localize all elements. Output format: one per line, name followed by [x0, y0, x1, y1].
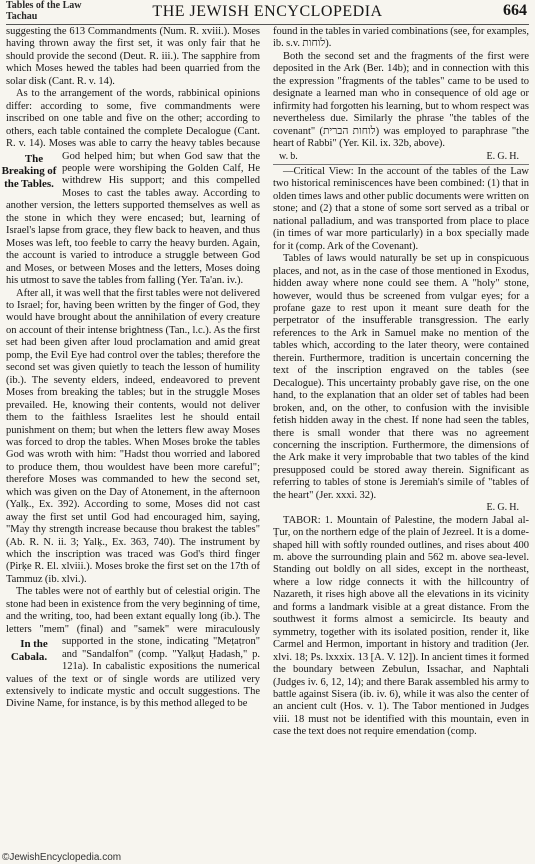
signature-line	[273, 502, 529, 514]
author-initials: E. G. H.	[486, 150, 519, 162]
publication-title: THE JEWISH ENCYCLOPEDIA	[152, 3, 383, 20]
page-number: 664	[503, 2, 527, 19]
paragraph-tabor: TABOR: 1. Mountain of Palestine, the modern Jabal al-Ṭur, on the northern edge of the plain of Jezreel. It is a dome-shaped hill with softly rounded outlines, and rises about 400 m. above the surrounding plain and 562 m. above sea-level. Standing out boldly on all sides, except in the northeast, where a low ridge connects it with the hillcountry of Nazareth, it rises high above all the elevations in its vicinity and forms a landmark visible at a great distance. From the southwest it forms almost a semicircle. Its beauty and symmetry, together with its isolated position, render it, like Carmel and Hermon, important in history and tradition (Jer. xlvi. 18; Ps. lxxxix. 13 [A. V. 12]). In ancient times it formed the boundary between Zebulun, Issachar, and Naphtali (Judges iv. 6, 12, 14); and there Barak assembled his army to battle against Sisera (ib. iv. 6), while it was also the center of an ancient cult (Hos. v. 1). The Tabor mentioned in Judges viii. 18 must not be identified with this mountain, even in case the text does not require emendation (comp.	[273, 514, 529, 738]
paragraph: Tables of laws would naturally be set up in conspicuous places, and not, as in the case of those mentioned in Exodus, hidden away where none could see them. A "holy" stone, however, would thus be screened from vulgar eyes; for a profane gaze to rest upon it meant sure death for the perpetrator of the insufferable transgression. The early references to the Ark in Samuel make no mention of the tables which, according to the later theory, were contained therein. Furthermore, tradition is uncertain concerning the text of the inscription engraved on the tables (see Decalogue). This uncertainty probably gave rise, on the one hand, to the explanation that an older set of tables had been broken, and, on the other, to confusion with the invisible fetish hidden away in the chest. If none had seen the tables, there is small wonder that there was no agreement concerning the inscription. Furthermore, the dimensions of the Ark make it very improbable that two tables of the kind presupposed could be stored away therein. Significant as referring to tables of stone is Jeremiah's simile of "tables of the heart" (Jer. xxxi. 32).	[273, 253, 529, 501]
page-header	[0, 0, 535, 26]
running-head-title: Tables of the Law	[6, 0, 82, 11]
section-divider	[273, 164, 529, 165]
paragraph-critical-view: —Critical View: In the account of the tables of the Law two historical reminiscences have been combined: (1) that in olden times laws and other public documents were written on stone; and (2) that a stone of some sort served as a tribal or national palladium, and was transported from place to place (in times of war more particularly) in a box specially made for it (comp. Ark of the Covenant).	[273, 165, 529, 252]
paragraph: After all, it was well that the first tables were not delivered to Israel; for, having been written by the finger of God, they would have brought about the annihilation of every creature on account of their intense brightness (Tan., l.c.). As the first set had been given after loud proclamation and amid great pomp, the Evil Eye had control over the tables; therefore the second set was given quietly to teach the lesson of humility (ib.). The seventy elders, indeed, endeavored to prevent Moses from breaking the tables; but in the struggle Moses prevailed. He, knowing their contents, would not deliver them to the faithless Israelites lest he should entail punishment on them; but when the letters flew away Moses was forced to drop the tables. When Moses broke the tables God was wroth with him: "Hadst thou worried and labored to produce them, thou wouldest have been more careful"; therefore Moses was commanded to hew the second set, which was given on the Day of Atonement, in the afternoon (Yalḳ., Ex. 392). According to some, Moses did not cast away the first set until God had encouraged him, saying, "May thy strength increase because thou brakest the tables" (Ab. R. N. ii. 3; Yalḳ., Ex. 363, 740). The instrument by which the inscription was traced was God's third finger (Pirḳe R. El. xlviii.). Moses broke the first set on the 17th of Tammuz (ib. xlvi.).	[6, 287, 260, 585]
running-head-subtitle: Tachau	[6, 10, 38, 22]
paragraph: Both the second set and the fragments of the first were deposited in the Ark (Ber. 14b); and in connection with this the expression "fragments of the tables" came to be used to designate a learned man who in consequence of old age or infirmity had forgotten his learning, but to whom respect was nevertheless due. Similarly the phrase "the tables of the covenant" (לוחות הברית) was employed to paraphrase "the heart of Rabbi" (Yer. Kil. ix. 32b, above).	[273, 50, 529, 150]
copyright-footer: ©JewishEncyclopedia.com	[2, 852, 122, 863]
paragraph: The tables were not of earthly but of celestial origin. The stone had been in existence from the very beginning of time, and the writing, too, had been extant equally long (ib.). The letters "mem" (final) and "samek" were miraculously supported In the Cabala. in the stone, indicating "Meṭaṭron" and "Sandalfon" (comp. "Yalḳuṭ Ḥadash," p. 121a). In cabalistic expositions the numerical values of the text or of single words are utilized very extensively to indicate mystic and occult suggestions. The Divine Name, for instance, is by this method alleged to be	[6, 586, 260, 711]
signature-line	[273, 151, 529, 163]
margin-note-breaking: The Breaking of the Tables.	[1, 152, 57, 190]
author-initials: E. G. H.	[486, 502, 519, 514]
right-column	[273, 26, 529, 739]
paragraph: found in the tables in varied combinations (see, for examples, ib. s.v. לוחות).	[273, 26, 529, 50]
margin-note-cabala: In the Cabala.	[10, 638, 48, 663]
header-rule	[6, 24, 529, 25]
paragraph: suggesting the 613 Commandments (Num. R. xviii.). Moses having thrown away the first set, it was only fair that he should provide the second (Deut. R. iii.). The sapphire from which Moses hewed the tables had been quarried from the solar disk (Cant. R. v. 14).	[6, 26, 260, 87]
left-column	[1, 26, 261, 711]
paragraph: As to the arrangement of the words, rabbinical opinions differ: according to some, five commandments were inscribed on one table and five on the other; according to others, each table contained the complete Decalogue (Cant. R. v. 14). Moses was able to carry the heavy tables because God helped The Breaking of the Tables. him; but when God saw that the people were worshiping the Golden Calf, He withdrew His support; and this compelled Moses to cast the tables away. According to another version, the letters supported themselves as well as the stone in which they were encased; but, learning of Israel's lapse from grace, they flew back to heaven, and thus Moses was left, too feeble to carry the heavy burden. Again, the account is varied to introduce a struggle between God and Moses, or between Moses and the letters, Moses doing his utmost to save the tables from falling (Yer. Ta'an. iv.).	[1, 88, 260, 287]
author-initials: w. b.	[279, 150, 298, 162]
